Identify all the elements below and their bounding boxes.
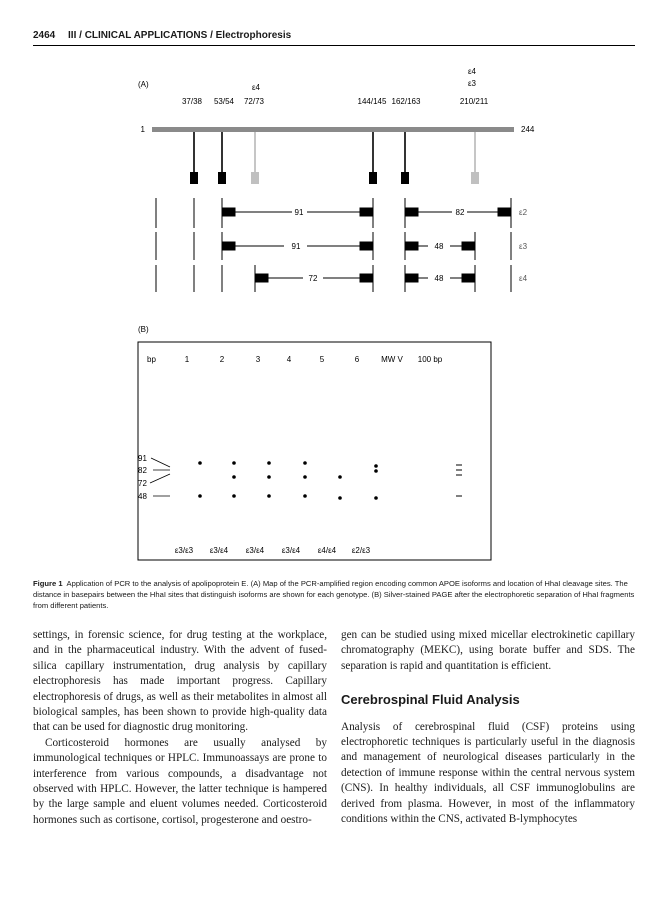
site-label: 210/211 — [459, 97, 489, 106]
epsilon-label: ε4 — [467, 67, 477, 76]
isoform-label: ε2 — [519, 208, 528, 217]
site-label: 162/163 — [391, 97, 421, 106]
paragraph: gen can be studied using mixed micellar electrokinetic capillary chromatography (MEKC), using borate buffer and SDS. The separation is rapid and quantitation is efficient. — [341, 629, 635, 672]
genotype-label: ε3/ε4 — [281, 546, 301, 555]
section-heading: Cerebrospinal Fluid Analysis — [341, 692, 520, 708]
paragraph: settings, in forensic science, for drug testing at the workplace, and in the pharmaceutical industry. With the advent of fused-silica capillary instrumentation, drug analysis by capillary electrophoresis has made important progress. Capillary electrophoresis of drugs, as well as their metabolites in almost all biological samples, has been shown to provide high-quality data that can be used for diagnostic drug monitoring. — [33, 629, 327, 734]
lane-label: MW V — [381, 355, 403, 364]
lane-label: 4 — [286, 355, 292, 364]
lane-label: 5 — [319, 355, 325, 364]
genotype-label: ε3/ε3 — [174, 546, 194, 555]
fragment-row-e4 — [156, 265, 511, 292]
lane-label: 6 — [354, 355, 360, 364]
fragment-length: 82 — [455, 208, 465, 217]
header-title: III / CLINICAL APPLICATIONS / Electrophoresis — [68, 30, 292, 41]
figure-caption — [33, 578, 635, 611]
gel-bands — [198, 461, 378, 500]
fragment-row-e3 — [156, 232, 511, 260]
site-label: 72/73 — [243, 97, 265, 106]
site-label: 144/145 — [357, 97, 387, 106]
sequence-start: 1 — [140, 125, 145, 134]
right-column — [341, 628, 635, 827]
lane-label: 2 — [219, 355, 225, 364]
ladder-bands — [456, 465, 462, 496]
marker-label: 82 — [138, 466, 147, 475]
marker-label: 48 — [138, 492, 147, 501]
fragment-length: 91 — [291, 242, 301, 251]
genotype-label: ε3/ε4 — [209, 546, 229, 555]
left-column — [33, 628, 327, 828]
fragment-length: 91 — [294, 208, 304, 217]
fragment-length: 48 — [434, 274, 444, 283]
page-number: 2464 — [33, 30, 56, 41]
genotype-label: ε4/ε4 — [317, 546, 337, 555]
genotype-label: ε3/ε4 — [245, 546, 265, 555]
isoform-label: ε4 — [519, 274, 528, 283]
epsilon-label: ε3 — [467, 79, 477, 88]
sequence-end: 244 — [521, 125, 535, 134]
panel-b-label: (B) — [138, 325, 149, 334]
figure-panel-b — [0, 300, 668, 570]
figure-panel-a — [0, 0, 668, 300]
isoform-label: ε3 — [519, 242, 528, 251]
bp-label: bp — [147, 355, 156, 364]
epsilon-label: ε4 — [251, 83, 261, 92]
gel-frame — [138, 342, 491, 560]
genotype-label: ε2/ε3 — [351, 546, 371, 555]
caption-text: Application of PCR to the analysis of apolipoprotein E. (A) Map of the PCR-amplified region encoding common APOE isoforms and location of HhaI cleavage sites. The distance in basepairs between the HhaI sites that distinguish isoforms are shown for each genotype. (B) Silver-stained PAGE after the electrophoretic separation of HhaI fragments from different patients. — [33, 579, 635, 610]
cleavage-sites — [190, 132, 479, 184]
fragment-length: 48 — [434, 242, 444, 251]
pcr-region-bar — [152, 127, 514, 132]
marker-label: 91 — [138, 454, 147, 463]
paragraph: Analysis of cerebrospinal fluid (CSF) proteins using electrophoretic techniques is particularly useful in the diagnosis and management of neurological diseases particularly in the detection of immune response within the central nervous system (CNS). In healthy individuals, all CSF immunoglobulins are derived from plasma. However, in most of the inflammatory conditions within the CNS, activated B-lymphocytes — [341, 720, 635, 826]
marker-pointers — [150, 458, 170, 496]
panel-a-label: (A) — [138, 80, 149, 89]
marker-label: 72 — [138, 479, 147, 488]
lane-label: 100 bp — [417, 355, 443, 364]
lane-label: 3 — [255, 355, 261, 364]
site-label: 53/54 — [213, 97, 235, 106]
paragraph: Corticosteroid hormones are usually analysed by immunological techniques or HPLC. Immunoassays are prone to interference from various compounds, a disadvantage not observed with HPLC. However, the latter technique is hampered by the large sample and eluent volumes needed. Corticosteroid hormones such as cortisone, cortisol, progesterone and oestro- — [33, 736, 327, 826]
lane-label: 1 — [184, 355, 190, 364]
site-label: 37/38 — [181, 97, 203, 106]
fragment-length: 72 — [308, 274, 318, 283]
figure-number: Figure 1 — [33, 579, 63, 588]
